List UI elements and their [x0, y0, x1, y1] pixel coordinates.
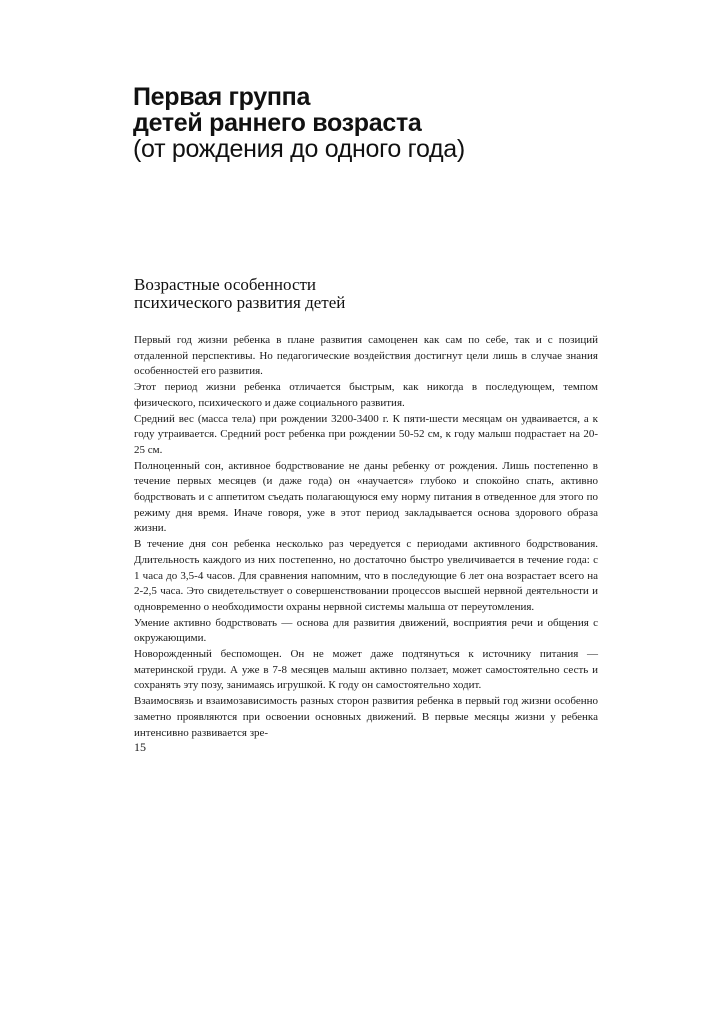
- paragraph: Умение активно бодрствовать — основа для развития движений, восприятия речи и общения с окружающими.: [134, 616, 598, 645]
- paragraph: Новорожденный беспомощен. Он не может даже подтянуться к источнику питания — материнской груди. А уже в 7-8 месяцев малыш активно ползает, может самостоятельно сесть и сохранять эту позу, занимаясь игрушкой. К году он самостоятельно ходит.: [134, 648, 598, 692]
- paragraph: Средний вес (масса тела) при рождении 3200-3400 г. К пяти-шести месяцам он удваивается, а к году утраивается. Средний рост ребенка при рождении 50-52 см, к году малыш подрастает на 20-25 см.: [134, 412, 598, 456]
- paragraph: Этот период жизни ребенка отличается быстрым, как никогда в последующем, темпом физического, психического и даже социального развития.: [134, 381, 598, 409]
- chapter-title-line-2: детей раннего возраста: [133, 109, 422, 137]
- section-title: [134, 276, 494, 312]
- body-text: [134, 333, 598, 741]
- paragraph: Полноценный сон, активное бодрствование не даны ребенку от рождения. Лишь постепенно в течение первых месяцев (и даже года) он «научается» глубоко и спокойно спать, активно бодрствовать и с аппетитом съедать полагающуюся ему норму питания в отведенное для этого по режиму дня время. Иначе говоря, уже в этот период закладывается основа здорового образа жизни.: [134, 459, 598, 535]
- chapter-title-line-1: Первая группа: [133, 83, 311, 111]
- paragraph: Взаимосвязь и взаимозависимость разных сторон развития ребенка в первый год жизни особенно заметно проявляются при освоении основных движений. В первые месяцы жизни у ребенка интенсивно развивается зре-: [134, 695, 598, 739]
- chapter-title: [133, 84, 613, 162]
- section-title-line-1: Возрастные особенности: [134, 275, 317, 294]
- section-title-line-2: психического развития детей: [134, 293, 346, 312]
- paragraph: В течение дня сон ребенка несколько раз чередуется с периодами активного бодрствования. Длительность каждого из них постепенно, но достаточно быстро увеличивается в течение года: с 1 часа до 3,5-4 часов. Для сравнения напомним, что в последующие 6 лет она возрастает всего на 2-2,5 часа. Это свидетельствует о совершенствовании процессов высшей нервной деятельности и одновременно о необходимости охраны нервной системы малыша от переутомления.: [134, 538, 598, 613]
- page-number: 15: [134, 740, 146, 754]
- paragraph: Первый год жизни ребенка в плане развития самоценен как сам по себе, так и с позиций отдаленной перспективы. Но педагогические воздействия достигнут цели лишь в случае знания особенностей его развития.: [134, 334, 598, 378]
- chapter-title-line-3: (от рождения до одного года): [133, 135, 465, 163]
